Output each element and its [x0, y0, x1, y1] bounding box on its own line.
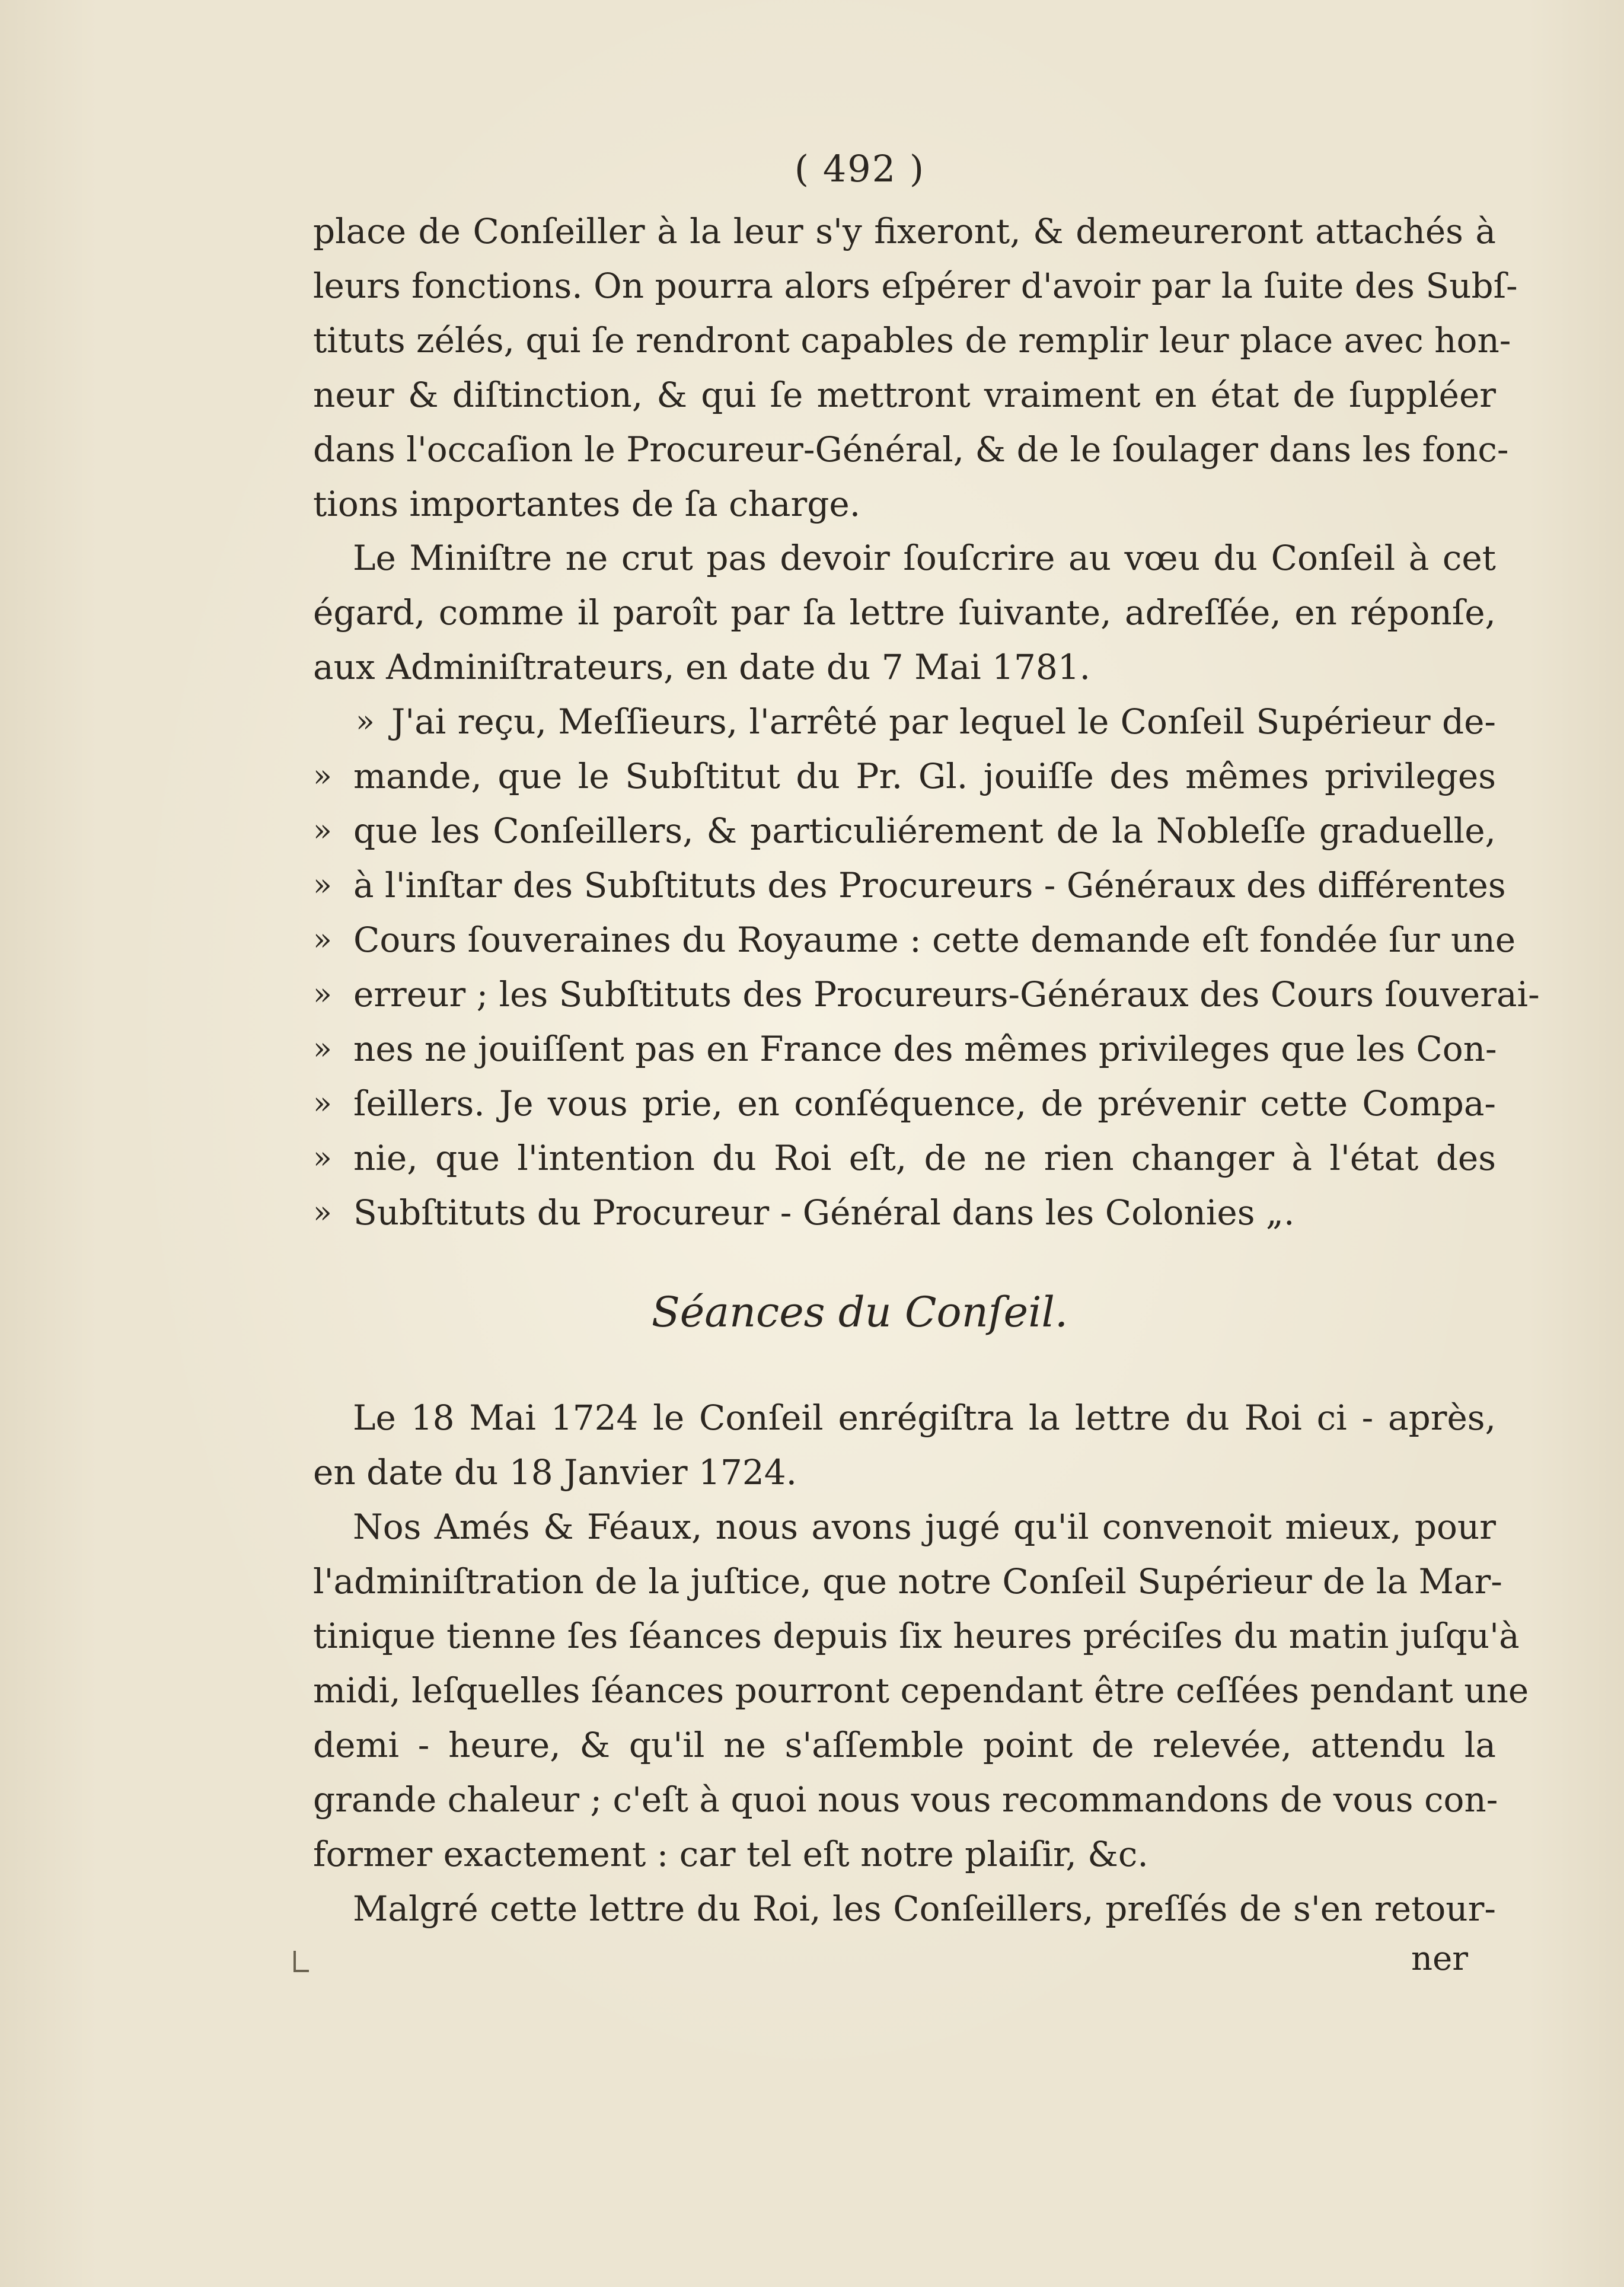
- quote-mark: »: [313, 813, 332, 849]
- text-line: tituts zélés, qui ſe rendront capables de remplir leur place avec hon-: [313, 320, 1511, 361]
- quote-mark: »: [313, 1086, 332, 1121]
- quote-mark: »: [313, 922, 332, 958]
- quote-mark: »: [356, 704, 375, 739]
- text-line: tinique tienne ſes ſéances depuis ſix heures préciſes du matin juſqu'à: [313, 1616, 1520, 1656]
- text-line: Le 18 Mai 1724 le Conſeil enrégiſtra la lettre du Roi ci - après,: [353, 1398, 1496, 1438]
- text-line: demi - heure, & qu'il ne s'aſſemble point de relevée, attendu la: [313, 1725, 1496, 1765]
- quote-line: ſeillers. Je vous prie, en conſéquence, de prévenir cette Compa-: [353, 1083, 1496, 1124]
- text-line: dans l'occaſion le Procureur-Général, & de le ſoulager dans les fonc-: [313, 429, 1509, 470]
- text-line: en date du 18 Janvier 1724.: [313, 1452, 797, 1492]
- text-line: place de Conſeiller à la leur s'y fixeront, & demeureront attachés à: [313, 211, 1496, 251]
- text-line: Le Miniſtre ne crut pas devoir ſouſcrire au vœu du Conſeil à cet: [353, 538, 1496, 578]
- text-line: leurs fonctions. On pourra alors eſpérer d'avoir par la ſuite des Subſ-: [313, 266, 1518, 306]
- quote-line: nie, que l'intention du Roi eſt, de ne rien changer à l'état des: [353, 1138, 1496, 1178]
- corner-mark: [293, 1951, 296, 1971]
- text-line: l'adminiſtration de la juſtice, que notre Conſeil Supérieur de la Mar-: [313, 1561, 1502, 1602]
- page-number: ( 492 ): [794, 147, 926, 190]
- quote-line: que les Conſeillers, & particuliérement de la Nobleſſe graduelle,: [353, 811, 1496, 851]
- text-line: aux Adminiſtrateurs, en date du 7 Mai 1781.: [313, 647, 1091, 687]
- quote-mark: »: [313, 1195, 332, 1230]
- quote-mark: »: [313, 1031, 332, 1067]
- text-line: Nos Amés & Féaux, nous avons jugé qu'il convenoit mieux, pour: [353, 1507, 1496, 1547]
- text-line: tions importantes de ſa charge.: [313, 484, 861, 524]
- quote-line: J'ai reçu, Meſſieurs, l'arrêté par lequel le Conſeil Supérieur de-: [391, 701, 1496, 742]
- quote-line: Cours ſouveraines du Royaume : cette demande eſt fondée ſur une: [353, 920, 1516, 960]
- text-line: former exactement : car tel eſt notre plaiſir, &c.: [313, 1834, 1148, 1874]
- quote-line: Subſtituts du Procureur - Général dans les Colonies „.: [353, 1192, 1295, 1233]
- text-line: grande chaleur ; c'eſt à quoi nous vous recommandons de vous con-: [313, 1779, 1498, 1820]
- text-line: égard, comme il paroît par ſa lettre ſuivante, adreſſée, en réponſe,: [313, 592, 1496, 633]
- section-heading: Séances du Conſeil.: [651, 1288, 1068, 1337]
- quote-mark: »: [313, 1140, 332, 1176]
- quote-line: mande, que le Subſtitut du Pr. Gl. jouiſſe des mêmes privileges: [353, 756, 1496, 796]
- text-line: Malgré cette lettre du Roi, les Conſeillers, preſſés de s'en retour-: [353, 1889, 1496, 1929]
- text-line: midi, leſquelles ſéances pourront cependant être ceſſées pendant une: [313, 1670, 1529, 1711]
- quote-mark: »: [313, 758, 332, 794]
- catchword: ner: [1411, 1940, 1468, 1978]
- quote-mark: »: [313, 977, 332, 1012]
- text-line: neur & diſtinction, & qui ſe mettront vraiment en état de ſuppléer: [313, 375, 1496, 415]
- quote-line: erreur ; les Subſtituts des Procureurs-Généraux des Cours ſouverai-: [353, 974, 1540, 1015]
- corner-mark: [293, 1970, 309, 1972]
- quote-mark: »: [313, 867, 332, 903]
- quote-line: nes ne jouiſſent pas en France des mêmes privileges que les Con-: [353, 1029, 1497, 1069]
- quote-line: à l'inſtar des Subſtituts des Procureurs - Généraux des différentes: [353, 865, 1506, 905]
